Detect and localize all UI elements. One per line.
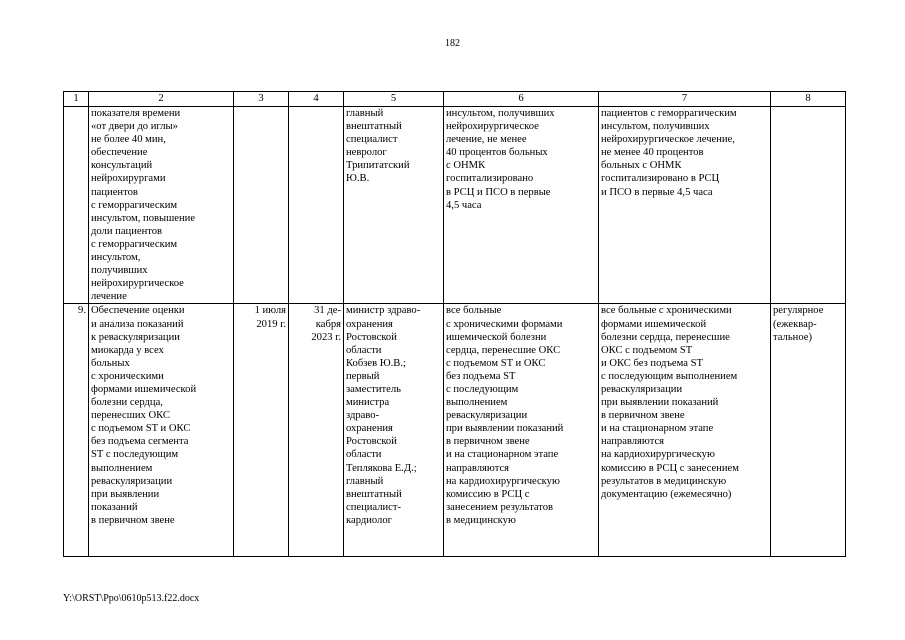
frequency-cell: регулярное (ежеквар- тальное) bbox=[771, 304, 846, 557]
header-cell: 1 bbox=[64, 92, 89, 107]
table-row bbox=[64, 107, 846, 304]
header-cell: 7 bbox=[599, 92, 771, 107]
header-cell: 2 bbox=[89, 92, 234, 107]
frequency-cell bbox=[771, 107, 846, 304]
start-date-cell: 1 июля 2019 г. bbox=[234, 304, 289, 557]
row-number-cell bbox=[64, 107, 89, 304]
responsible-cell: главный внештатный специалист невролог Трипитатский Ю.В. bbox=[344, 107, 444, 304]
end-date-cell: 31 де- кабря 2023 г. bbox=[289, 304, 344, 557]
page-number: 182 bbox=[445, 38, 460, 49]
expected-result-cell: все больные с хроническими формами ишемической болезни сердца, перенесшие ОКС с подъемом ST и ОКС без подъема ST с последующим выполнением реваскуляризации при выявлении показаний в первичном звене и на стационарном этапе направляются на кардиохирургическую комиссию в РСЦ с занесением результатов в медицинскую bbox=[444, 304, 599, 557]
end-date-cell bbox=[289, 107, 344, 304]
header-cell: 5 bbox=[344, 92, 444, 107]
row-number-cell: 9. bbox=[64, 304, 89, 557]
measure-cell: Обеспечение оценки и анализа показаний к реваскуляризации миокарда у всех больных с хроническими формами ишемической болезни сердца, перенесших ОКС с подъемом ST и ОКС без подъема сегмента ST с последующим выполнением реваскуляризации при выявлении показаний в первичном звене bbox=[89, 304, 234, 557]
responsible-cell: министр здраво- охранения Ростовской области Кобзев Ю.В.; первый заместитель министра здраво- охранения Ростовской области Теплякова Е.Д.; главный внештатный специалист- кардиолог bbox=[344, 304, 444, 557]
header-cell: 8 bbox=[771, 92, 846, 107]
table-header-row bbox=[64, 92, 846, 107]
expected-result-cell: инсультом, получивших нейрохирургическое лечение, не менее 40 процентов больных с ОНМК госпитализировано в РСЦ и ПСО в первые 4,5 часа bbox=[444, 107, 599, 304]
indicator-cell: все больные с хроническими формами ишемической болезни сердца, перенесшие ОКС с подъемом ST и ОКС без подъема ST с последующим выполнением реваскуляризации при выявлении показаний в первичном звене и на стационарном этапе направляются на кардиохирургическую комиссию в РСЦ с занесением результатов в медицинскую документацию (ежемесячно) bbox=[599, 304, 771, 557]
footer-file-path: Y:\ORST\Ppo\0610p513.f22.docx bbox=[63, 593, 200, 604]
start-date-cell bbox=[234, 107, 289, 304]
header-cell: 4 bbox=[289, 92, 344, 107]
header-cell: 3 bbox=[234, 92, 289, 107]
indicator-cell: пациентов с геморрагическим инсультом, получивших нейрохирургическое лечение, не менее 40 процентов больных с ОНМК госпитализировано в РСЦ и ПСО в первые 4,5 часа bbox=[599, 107, 771, 304]
header-cell: 6 bbox=[444, 92, 599, 107]
table-row bbox=[64, 304, 846, 557]
plan-table bbox=[63, 91, 846, 557]
measure-cell: показателя времени «от двери до иглы» не более 40 мин, обеспечение консультаций нейрохирургами пациентов с геморрагическим инсультом, повышение доли пациентов с геморрагическим инсультом, получивших нейрохирургическое лечение bbox=[89, 107, 234, 304]
